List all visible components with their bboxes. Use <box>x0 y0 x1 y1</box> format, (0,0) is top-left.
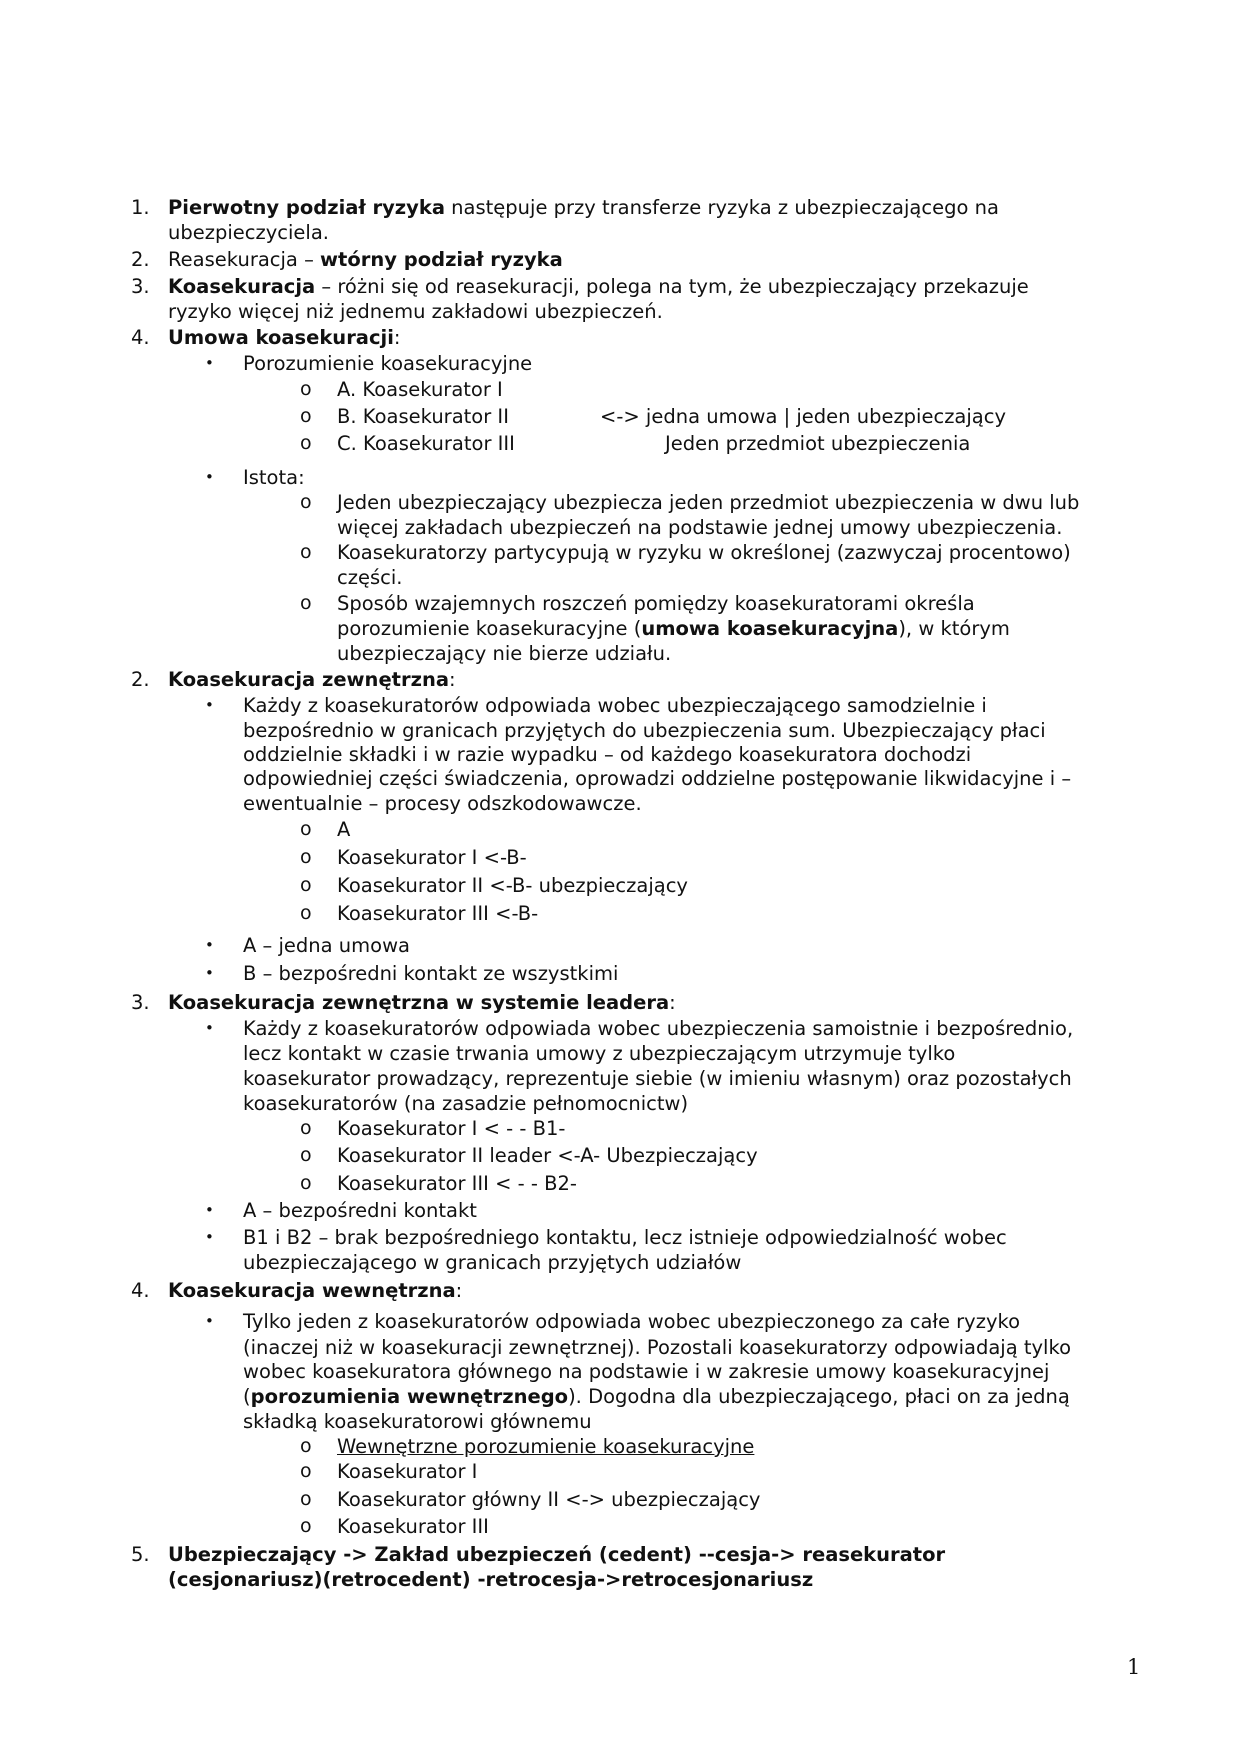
list-number: 1. <box>131 196 150 219</box>
term: Koasekuracja zewnętrzna <box>168 668 449 691</box>
list-item-5: Koasekuracja zewnętrzna: <box>168 668 456 691</box>
sub-marker: o <box>300 1435 312 1457</box>
bullet-item-cont: bezpośrednio w granicach przyjętych do ubezpieczenia sum. Ubezpieczający płaci <box>243 719 1046 742</box>
bullet-item-cont: wobec koasekuratora głównego na podstawie i w zakresie umowy koasekuracyjnej <box>243 1360 1050 1383</box>
bullet-item: Porozumienie koasekuracyjne <box>243 352 533 375</box>
sub-item-cont: porozumienie koasekuracyjne (umowa koasekuracyjna), w którym <box>337 617 1010 640</box>
bullet: • <box>205 964 214 982</box>
list-item-4: Umowa koasekuracji: <box>168 326 401 349</box>
term: umowa koasekuracyjna <box>641 617 899 640</box>
bullet-item-cont: oddzielnie składki i w razie wypadku – od każdego koasekuratora dochodzi <box>243 743 972 766</box>
term: Koasekuracja wewnętrzna <box>168 1279 456 1302</box>
sub-marker: o <box>300 1488 312 1510</box>
term: Koasekuracja zewnętrzna w systemie leadera <box>168 991 670 1014</box>
list-number: 3. <box>131 991 150 1014</box>
sub-marker: o <box>300 874 312 896</box>
sub-marker: o <box>300 1172 312 1194</box>
term: porozumienia wewnętrznego <box>250 1385 569 1408</box>
sub-marker: o <box>300 405 312 427</box>
sub-item: A <box>337 818 351 841</box>
bullet: • <box>205 936 214 954</box>
sub-marker: o <box>300 541 312 563</box>
sub-marker: o <box>300 432 312 454</box>
bullet-item: B – bezpośredni kontakt ze wszystkimi <box>243 962 619 985</box>
list-number: 4. <box>131 1279 150 1302</box>
page-number: 1 <box>1127 1655 1141 1679</box>
bullet-item-cont: odpowiedniej części świadczenia, oprowadzi oddzielne postępowanie likwidacyjne i – <box>243 767 1072 790</box>
bullet-item: A – bezpośredni kontakt <box>243 1199 477 1222</box>
term: Pierwotny podział ryzyka <box>168 196 445 219</box>
list-item-7: Koasekuracja wewnętrzna: <box>168 1279 463 1302</box>
bullet: • <box>205 1019 214 1037</box>
list-number: 3. <box>131 275 150 298</box>
bullet-item-cont: lecz kontakt w czasie trwania umowy z ubezpieczającym utrzymuje tylko <box>243 1042 956 1065</box>
list-item-3-cont: ryzyko więcej niż jednemu zakładowi ubezpieczeń. <box>168 300 663 323</box>
list-item-6: Koasekuracja zewnętrzna w systemie leadera: <box>168 991 676 1014</box>
bullet: • <box>205 1201 214 1219</box>
sub-item: Koasekurator II leader <-A- Ubezpieczający <box>337 1144 758 1167</box>
sub-marker: o <box>300 1117 312 1139</box>
sub-item: Koasekurator główny II <-> ubezpieczający <box>337 1488 761 1511</box>
list-item-2: Reasekuracja – wtórny podział ryzyka <box>168 248 563 271</box>
sub-item-relation: <-> jedna umowa | jeden ubezpieczający <box>600 405 1007 428</box>
bullet-item: A – jedna umowa <box>243 934 410 957</box>
bullet-item: Tylko jeden z koasekuratorów odpowiada wobec ubezpieczonego za całe ryzyko <box>243 1310 1021 1333</box>
sub-marker: o <box>300 818 312 840</box>
sub-marker: o <box>300 491 312 513</box>
term: Umowa koasekuracji <box>168 326 394 349</box>
bullet: • <box>205 354 214 372</box>
bullet: • <box>205 1312 214 1330</box>
bullet-item-cont: (porozumienia wewnętrznego). Dogodna dla ubezpieczającego, płaci on za jedną <box>243 1385 1070 1408</box>
list-item-3: Koasekuracja – różni się od reasekuracji, polega na tym, że ubezpieczający przekazuje <box>168 275 1029 298</box>
sub-item: Koasekurator I <box>337 1460 478 1483</box>
sub-item: Koasekurator III <box>337 1515 489 1538</box>
list-number: 2. <box>131 248 150 271</box>
term: Koasekuracja <box>168 275 316 298</box>
bullet-item-cont: koasekuratorów (na zasadzie pełnomocnictw) <box>243 1092 689 1115</box>
sub-item-underlined: Wewnętrzne porozumienie koasekuracyjne <box>337 1435 755 1458</box>
sub-marker: o <box>300 1144 312 1166</box>
sub-item: Koasekurator I <-B- <box>337 846 527 869</box>
sub-item: Koasekurator II <-B- ubezpieczający <box>337 874 688 897</box>
bullet-item-cont: ubezpieczającego w granicach przyjętych udziałów <box>243 1251 742 1274</box>
bullet-item-cont: (inaczej niż w koasekuracji zewnętrznej). Pozostali koasekuratorzy odpowiadają tylko <box>243 1336 1072 1359</box>
bullet-item: Każdy z koasekuratorów odpowiada wobec ubezpieczającego samodzielnie i <box>243 694 987 717</box>
bullet-item-cont: koasekurator prowadzący, reprezentuje siebie (w imieniu własnym) oraz pozostałych <box>243 1067 1072 1090</box>
bullet-item: Każdy z koasekuratorów odpowiada wobec ubezpieczenia samoistnie i bezpośrednio, <box>243 1017 1074 1040</box>
bullet-item: Istota: <box>243 466 305 489</box>
sub-item: A. Koasekurator I <box>337 378 503 401</box>
list-item-8: Ubezpieczający -> Zakład ubezpieczeń (cedent) --cesja-> reasekurator <box>168 1543 946 1566</box>
list-number: 2. <box>131 668 150 691</box>
sub-marker: o <box>300 592 312 614</box>
sub-item-cont: części. <box>337 566 403 589</box>
list-item-8-cont: (cesjonariusz)(retrocedent) -retrocesja->retrocesjonariusz <box>168 1568 814 1591</box>
bullet-item-cont: składką koasekuratorowi głównemu <box>243 1410 592 1433</box>
sub-item: C. Koasekurator III <box>337 432 515 455</box>
sub-item: Koasekurator III < - - B2- <box>337 1172 577 1195</box>
sub-item-relation: Jeden przedmiot ubezpieczenia <box>665 432 971 455</box>
sub-item: Koasekuratorzy partycypują w ryzyku w określonej (zazwyczaj procentowo) <box>337 541 1071 564</box>
sub-item: B. Koasekurator II <box>337 405 509 428</box>
list-item-1-cont: ubezpieczyciela. <box>168 221 329 244</box>
sub-item-cont: więcej zakładach ubezpieczeń na podstawie jednej umowy ubezpieczenia. <box>337 516 1063 539</box>
sub-marker: o <box>300 1460 312 1482</box>
sub-item: Koasekurator III <-B- <box>337 902 539 925</box>
sub-marker: o <box>300 902 312 924</box>
bullet: • <box>205 696 214 714</box>
sub-marker: o <box>300 1515 312 1537</box>
sub-item: Sposób wzajemnych roszczeń pomiędzy koasekuratorami określa <box>337 592 975 615</box>
sub-marker: o <box>300 846 312 868</box>
term: wtórny podział ryzyka <box>320 248 563 271</box>
sub-item: Jeden ubezpieczający ubezpiecza jeden przedmiot ubezpieczenia w dwu lub <box>337 491 1080 514</box>
sub-item: Koasekurator I < - - B1- <box>337 1117 566 1140</box>
bullet: • <box>205 1228 214 1246</box>
sub-marker: o <box>300 378 312 400</box>
bullet: • <box>205 468 214 486</box>
sub-item-cont: ubezpieczający nie bierze udziału. <box>337 642 672 665</box>
list-number: 4. <box>131 326 150 349</box>
bullet-item: B1 i B2 – brak bezpośredniego kontaktu, lecz istnieje odpowiedzialność wobec <box>243 1226 1007 1249</box>
list-number: 5. <box>131 1543 150 1566</box>
bullet-item-cont: ewentualnie – procesy odszkodowawcze. <box>243 792 642 815</box>
list-item-1: Pierwotny podział ryzyka następuje przy transferze ryzyka z ubezpieczającego na <box>168 196 999 219</box>
